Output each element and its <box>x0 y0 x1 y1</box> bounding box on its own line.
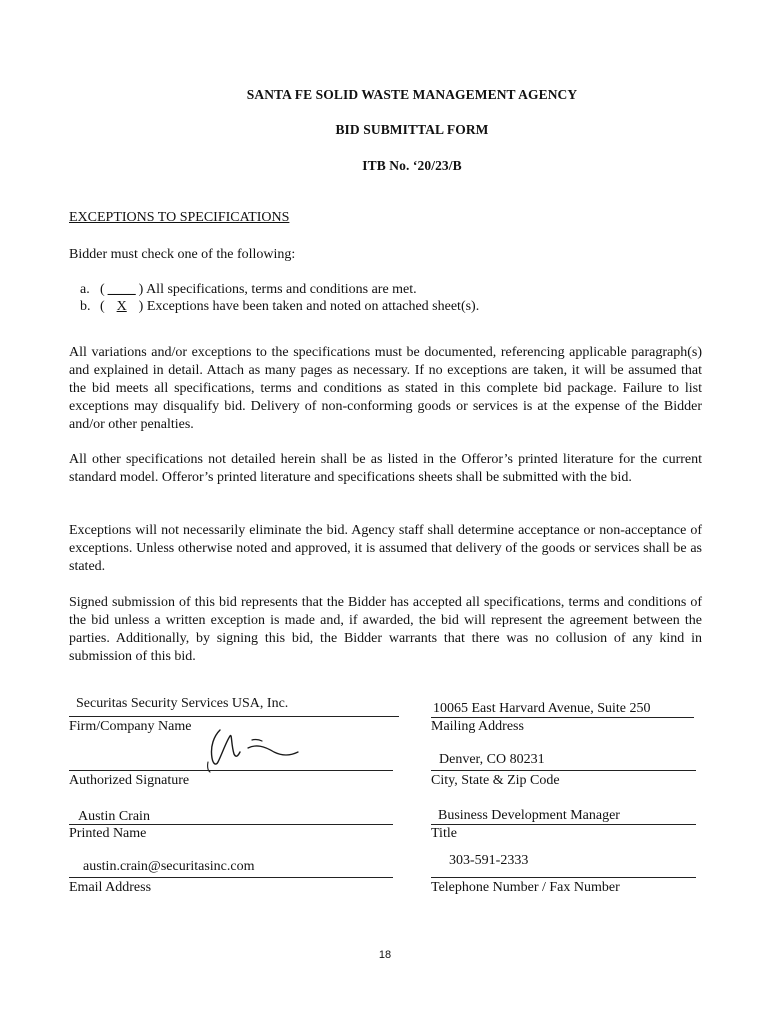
title-line <box>431 824 696 825</box>
printed-name-line <box>69 824 393 825</box>
page-number: 18 <box>378 949 392 961</box>
telephone-label: Telephone Number / Fax Number <box>431 880 620 895</box>
signature-line <box>69 770 393 771</box>
option-text: Exceptions have been taken and noted on attached sheet(s). <box>146 299 480 314</box>
option-a-checkbox[interactable]: ____ <box>107 282 136 297</box>
email-value[interactable]: austin.crain@securitasinc.com <box>83 859 255 874</box>
firm-name-value[interactable]: Securitas Security Services USA, Inc. <box>76 696 289 711</box>
itb-number: ITB No. ‘20/23/B <box>362 158 462 173</box>
mailing-address-line <box>431 717 694 718</box>
paragraph-exceptions: Exceptions will not necessarily eliminate the bid. Agency staff shall determine acceptance or non-acceptance of exceptions. Unless otherwise noted and approved, it is assumed that delivery of the goods or services shall be as stated. <box>69 523 702 574</box>
city-state-zip-line <box>431 770 696 771</box>
telephone-line <box>431 877 696 878</box>
paragraph-signed-submission: Signed submission of this bid represents that the Bidder has accepted all specifications, terms and conditions of the bid unless a written exception is made and, if awarded, the bid will represent the agreement between the parties. Additionally, by signing this bid, the Bidder warrants that there was no collusion of any kind in submission of this bid. <box>69 595 702 664</box>
paragraph-other-specs: All other specifications not detailed herein shall be as listed in the Offeror’s printed literature for the current standard model. Offeror’s printed literature and specifications sheets shall be submitted with the bid. <box>69 452 702 485</box>
section-title: EXCEPTIONS TO SPECIFICATIONS <box>69 210 290 225</box>
telephone-value[interactable]: 303-591-2333 <box>449 853 529 868</box>
signature-label: Authorized Signature <box>69 773 190 788</box>
form-title: BID SUBMITTAL FORM <box>335 122 489 137</box>
city-state-zip-label: City, State & Zip Code <box>431 773 560 788</box>
agency-title: SANTA FE SOLID WASTE MANAGEMENT AGENCY <box>246 87 578 102</box>
paragraph-variations: All variations and/or exceptions to the specifications must be documented, referencing applicable paragraph(s) and explained in detail. Attach as many pages as necessary. If no exceptions are taken, it will be assumed that the bid meets all specifications, terms and conditions as stated in this complete bid package. Failure to list exceptions may disqualify bid. Delivery of non-conforming goods or services is at the expense of the Bidder and/or other penalties. <box>69 345 702 432</box>
mailing-address-value[interactable]: 10065 East Harvard Avenue, Suite 250 <box>433 701 651 716</box>
option-letter: b. <box>80 299 91 314</box>
printed-name-label: Printed Name <box>69 826 147 841</box>
instruction-text: Bidder must check one of the following: <box>69 247 296 262</box>
signature-image[interactable] <box>190 726 310 776</box>
option-a[interactable]: a. ( ____ ) All specifications, terms and conditions are met. <box>80 282 417 297</box>
title-value[interactable]: Business Development Manager <box>438 808 620 823</box>
mailing-address-label: Mailing Address <box>431 719 524 734</box>
title-label: Title <box>431 826 457 841</box>
firm-name-line <box>69 716 399 717</box>
email-label: Email Address <box>69 880 152 895</box>
option-b-checkbox[interactable]: X <box>116 299 127 314</box>
option-b[interactable]: b. ( X ) Exceptions have been taken and noted on attached sheet(s). <box>80 299 480 314</box>
option-text: All specifications, terms and conditions are met. <box>146 282 417 297</box>
email-line <box>69 877 393 878</box>
city-state-zip-value[interactable]: Denver, CO 80231 <box>439 752 545 767</box>
printed-name-value[interactable]: Austin Crain <box>78 809 150 824</box>
firm-name-label: Firm/Company Name <box>69 719 192 734</box>
option-letter: a. <box>80 282 90 297</box>
